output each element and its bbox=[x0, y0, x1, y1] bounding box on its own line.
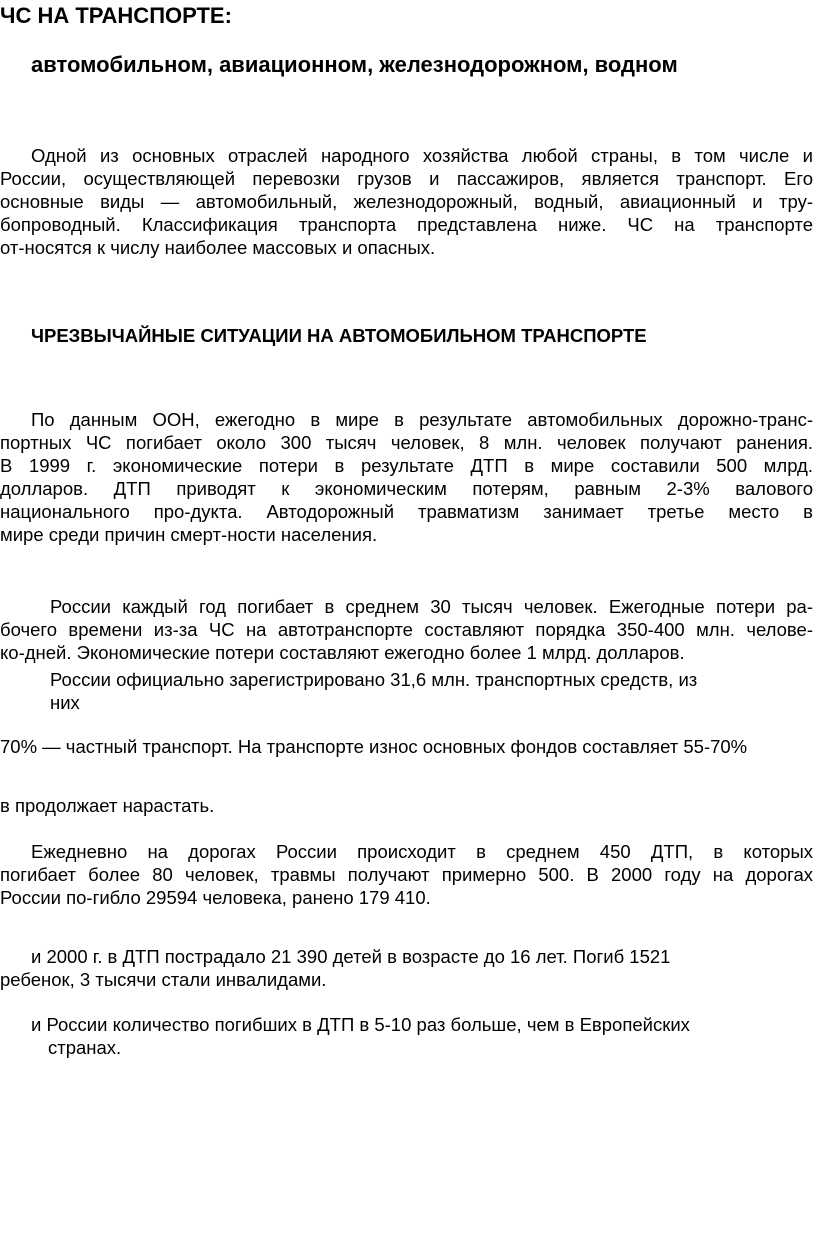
paragraph-line: России официально зарегистрировано 31,6 млн. транспортных средств, из bbox=[50, 669, 698, 690]
paragraph-line: ко-дней. Экономические потери составляют ежегодно более 1 млрд. долларов. bbox=[0, 642, 685, 663]
paragraph-line: и 2000 г. в ДТП пострадало 21 390 детей в возрасте до 16 лет. Погиб 1521 bbox=[31, 946, 671, 967]
paragraph-russia-deaths bbox=[0, 595, 813, 664]
paragraph-line: портных ЧС погибает около 300 тысяч человек, 8 млн. человек получают ранения. bbox=[0, 432, 813, 453]
paragraph-line: и России количество погибших в ДТП в 5-10 раз больше, чем в Европейских bbox=[31, 1014, 690, 1035]
paragraph-daily-accidents bbox=[0, 840, 813, 909]
paragraph-children-accidents bbox=[0, 945, 670, 991]
paragraph-line: национального про-дукта. Автодорожный травматизм занимает третье место в bbox=[0, 501, 813, 522]
paragraph-line: По данным ООН, ежегодно в мире в результате автомобильных дорожно-транс- bbox=[31, 409, 813, 430]
paragraph-line: мире среди причин смерт-ности населения. bbox=[0, 524, 378, 545]
paragraph-un-statistics bbox=[0, 408, 813, 546]
paragraph-continues-growing: в продолжает нарастать. bbox=[0, 795, 215, 816]
paragraph-private-transport: 70% — частный транспорт. На транспорте износ основных фондов составляет 55-70% bbox=[0, 736, 748, 757]
paragraph-line: России каждый год погибает в среднем 30 тысяч человек. Ежегодные потери ра- bbox=[50, 596, 813, 617]
paragraph-line: погибает более 80 человек, травмы получают примерно 500. В 2000 году на дорогах bbox=[0, 864, 813, 885]
section-heading: ЧРЕЗВЫЧАЙНЫЕ СИТУАЦИИ НА АВТОМОБИЛЬНОМ ТРАНСПОРТЕ bbox=[31, 325, 647, 346]
paragraph-line: бочего времени из-за ЧС на автотранспорте составляют порядка 350-400 млн. челове- bbox=[0, 619, 813, 640]
paragraph-line: России, осуществляющей перевозки грузов и пассажиров, является транспорт. Его bbox=[0, 168, 813, 189]
paragraph-line: России по-гибло 29594 человека, ранено 179 410. bbox=[0, 887, 431, 908]
paragraph-line: Ежедневно на дорогах России происходит в среднем 450 ДТП, в которых bbox=[31, 841, 813, 862]
paragraph-line: ребенок, 3 тысячи стали инвалидами. bbox=[0, 969, 327, 990]
paragraph-line: долларов. ДТП приводят к экономическим потерям, равным 2-3% валового bbox=[0, 478, 813, 499]
document-title: ЧС НА ТРАНСПОРТЕ: bbox=[0, 3, 232, 28]
paragraph-line: бопроводный. Классификация транспорта представлена ниже. ЧС на транспорте bbox=[0, 214, 813, 235]
paragraph-line: них bbox=[50, 692, 80, 713]
paragraph-europe-comparison bbox=[31, 1013, 690, 1059]
paragraph-line: Одной из основных отраслей народного хозяйства любой страны, в том числе и bbox=[31, 145, 813, 166]
paragraph-intro bbox=[0, 144, 813, 259]
paragraph-registered-vehicles bbox=[50, 668, 697, 714]
document-subtitle: автомобильном, авиационном, железнодорожном, водном bbox=[31, 52, 678, 77]
paragraph-line: от-носятся к числу наиболее массовых и опасных. bbox=[0, 237, 436, 258]
paragraph-line: основные виды — автомобильный, железнодорожный, водный, авиационный и тру- bbox=[0, 191, 813, 212]
paragraph-line: В 1999 г. экономические потери в результате ДТП в мире составили 500 млрд. bbox=[0, 455, 813, 476]
paragraph-line: странах. bbox=[48, 1037, 122, 1058]
